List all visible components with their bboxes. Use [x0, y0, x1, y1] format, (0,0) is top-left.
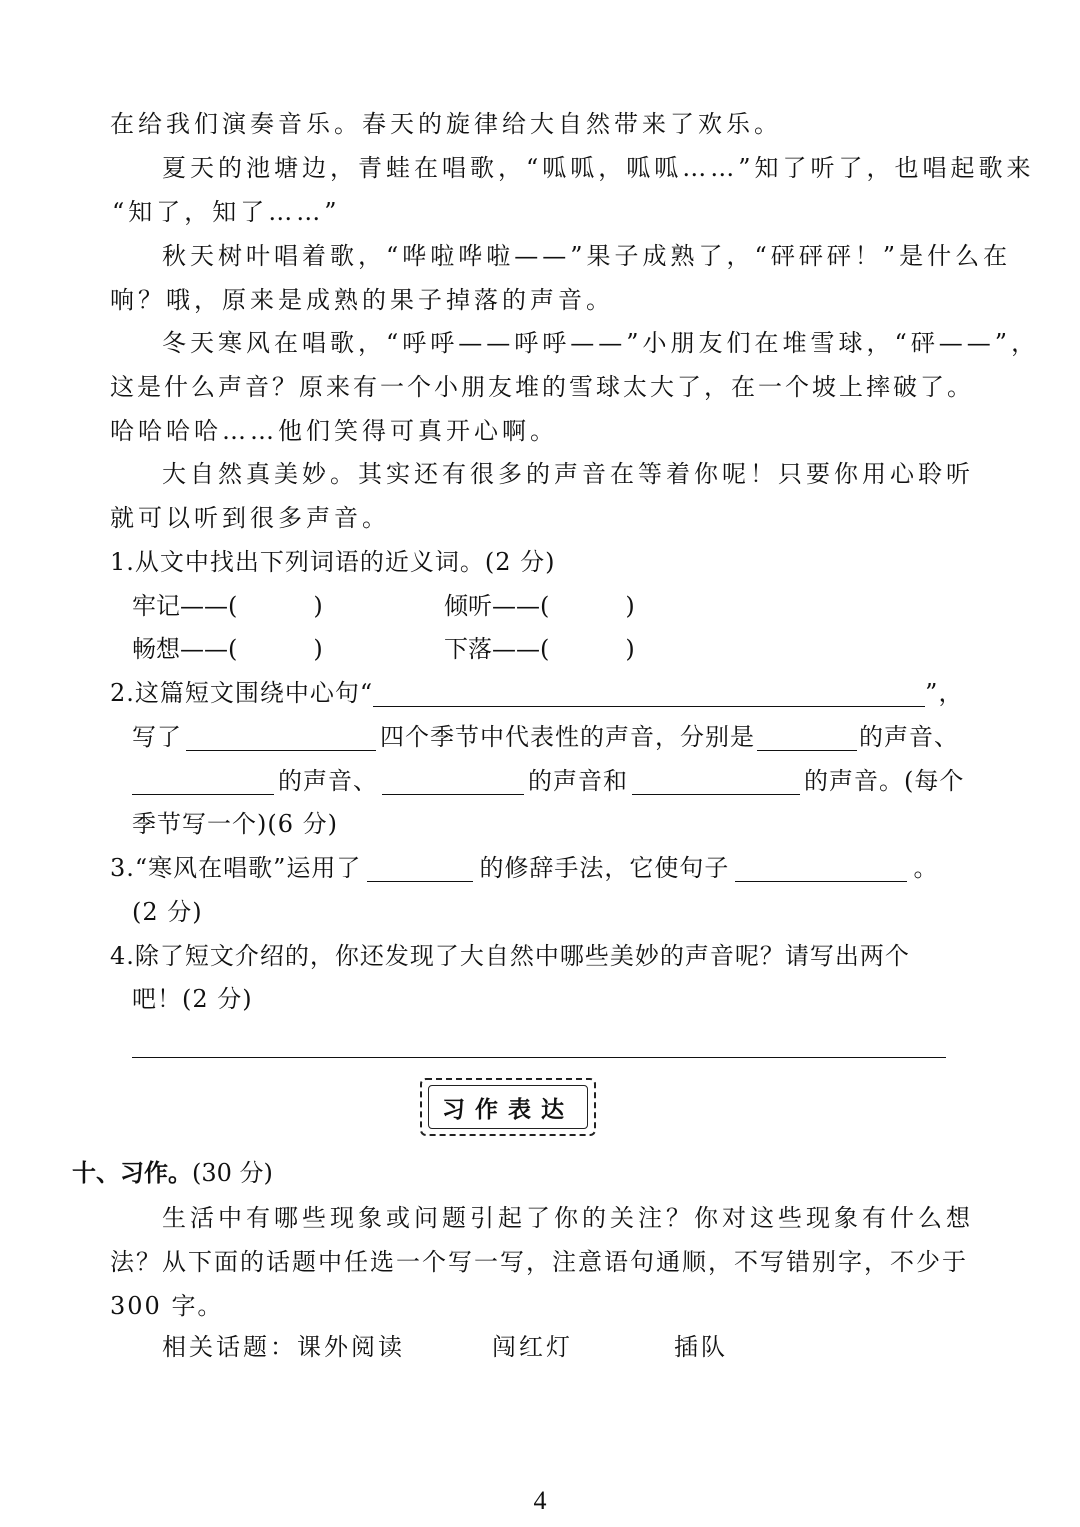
passage-line: 大自然真美妙。其实还有很多的声音在等着你呢！只要你用心聆听 [162, 460, 974, 488]
question-4-line: 吧！(2 分) [132, 985, 253, 1013]
page-number: 4 [533, 1486, 547, 1515]
text: 的声音、 [859, 723, 959, 751]
text: 。 [913, 854, 939, 882]
passage-line: “知了，知了……” [112, 198, 341, 226]
essay-heading [72, 1156, 273, 1190]
question-2-prefix: 2.这篇短文围绕中心句“ [110, 679, 374, 707]
passage-line: 在给我们演奏音乐。春天的旋律给大自然带来了欢乐。 [110, 110, 782, 138]
topic-item: 闯红灯 [492, 1333, 573, 1361]
question-2-line [132, 720, 959, 754]
question-2-line [110, 676, 963, 710]
passage-line: 冬天寒风在唱歌，“呼呼——呼呼——”小朋友们在堆雪球，“砰——”， [162, 329, 1040, 357]
question-2-points: 季节写一个)(6 分) [132, 810, 338, 838]
text: 的声音。(每个 [804, 767, 965, 795]
essay-prompt-line: 300 字。 [110, 1292, 224, 1320]
question-2-line [132, 764, 964, 798]
topics-row [162, 1330, 405, 1364]
synonym-answer-close[interactable]: ) [625, 635, 635, 663]
text: 的修辞手法，它使句子 [479, 854, 730, 882]
answer-blank[interactable] [373, 680, 925, 707]
text: 的声音和 [528, 767, 628, 795]
essay-heading-label: 十、习作。 [72, 1159, 192, 1187]
answer-blank[interactable] [382, 768, 524, 795]
text: 写了 [132, 723, 182, 751]
passage-line: 这是什么声音？原来有一个小朋友堆的雪球太大了，在一个坡上摔破了。 [110, 373, 974, 401]
synonym-answer-close[interactable]: ) [313, 635, 323, 663]
synonym-item [444, 589, 635, 623]
synonym-item [132, 589, 323, 623]
passage-line: 秋天树叶唱着歌，“哗啦哗啦——”果子成熟了，“砰砰砰！”是什么在 [162, 242, 1012, 270]
synonym-word: 倾听——( [444, 592, 550, 620]
essay-points: (30 分) [192, 1159, 273, 1187]
answer-blank[interactable] [632, 768, 800, 795]
answer-blank[interactable] [132, 768, 274, 795]
answer-line[interactable] [132, 1057, 946, 1058]
passage-line: 就可以听到很多声音。 [110, 504, 390, 532]
synonym-item [132, 632, 323, 666]
text: 3.“寒风在唱歌”运用了 [110, 854, 362, 882]
question-1: 1.从文中找出下列词语的近义词。(2 分) [110, 548, 556, 576]
question-4-line: 4.除了短文介绍的，你还发现了大自然中哪些美妙的声音呢？请写出两个 [110, 942, 910, 970]
passage-line: 响？哦，原来是成熟的果子掉落的声音。 [110, 286, 614, 314]
answer-blank[interactable] [735, 855, 907, 882]
synonym-answer-close[interactable]: ) [625, 592, 635, 620]
passage-line: 哈哈哈哈……他们笑得可真开心啊。 [110, 417, 558, 445]
answer-blank[interactable] [757, 724, 857, 751]
passage-line: 夏天的池塘边，青蛙在唱歌，“呱呱，呱呱……”知了听了，也唱起歌来 [162, 154, 1035, 182]
question-3-points: (2 分) [132, 898, 203, 926]
question-3-line [110, 851, 938, 885]
section-banner-title: 习作表达 [428, 1085, 588, 1129]
essay-prompt-line: 法？从下面的话题中任选一个写一写，注意语句通顺，不写错别字，不少于 [110, 1248, 968, 1276]
essay-prompt-line: 生活中有哪些现象或问题引起了你的关注？你对这些现象有什么想 [162, 1204, 974, 1232]
section-banner [420, 1078, 596, 1136]
synonym-item [444, 632, 635, 666]
topic-item: 插队 [674, 1333, 728, 1361]
synonym-answer-close[interactable]: ) [313, 592, 323, 620]
text: 的声音、 [278, 767, 378, 795]
question-2-suffix: ”， [925, 679, 964, 707]
topics-label: 相关话题： [162, 1333, 297, 1361]
answer-blank[interactable] [186, 724, 376, 751]
synonym-word: 畅想——( [132, 635, 238, 663]
text: 四个季节中代表性的声音，分别是 [380, 723, 755, 751]
topic-item: 课外阅读 [297, 1333, 405, 1361]
synonym-word: 牢记——( [132, 592, 238, 620]
answer-blank[interactable] [367, 855, 473, 882]
synonym-word: 下落——( [444, 635, 550, 663]
